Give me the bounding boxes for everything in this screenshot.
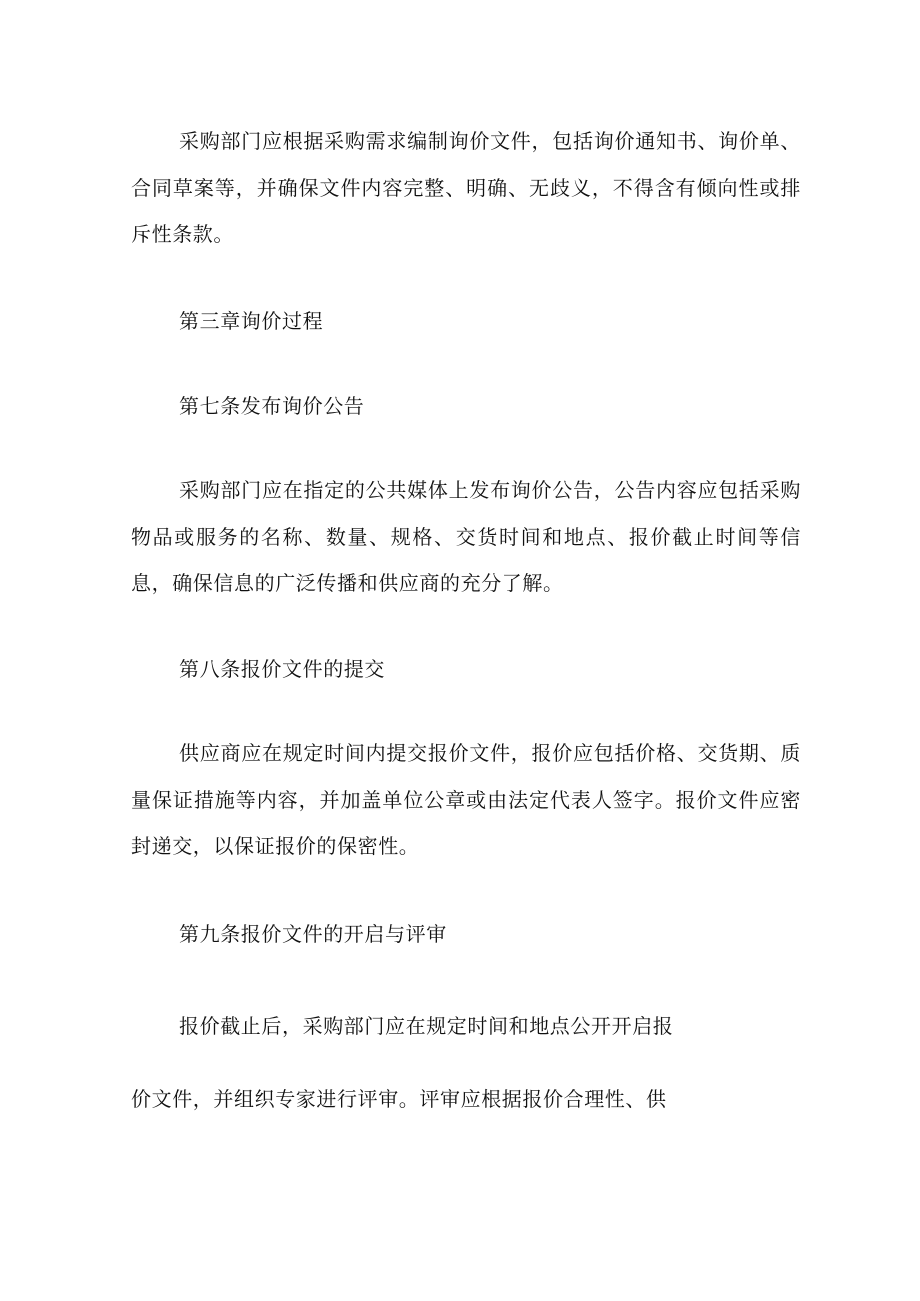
article-9-body-line-2: 价文件，并组织专家进行评审。评审应根据报价合理性、供 — [131, 1087, 667, 1111]
article-7-title: 第七条发布询价公告 — [179, 394, 365, 418]
article-7-body: 采购部门应在指定的公共媒体上发布询价公告，公告内容应包括采购物品或服务的名称、数量、规格、交货时间和地点、报价截止时间等信息，确保信息的广泛传播和供应商的充分了解。 — [131, 478, 801, 595]
article-9-title: 第九条报价文件的开启与评审 — [179, 922, 447, 946]
article-9-body-line-1: 报价截止后，采购部门应在规定时间和地点公开开启报 — [179, 1014, 674, 1038]
article-8-body: 供应商应在规定时间内提交报价文件，报价应包括价格、交货期、质量保证措施等内容，并加盖单位公章或由法定代表人签字。报价文件应密封递交，以保证报价的保密性。 — [131, 741, 801, 858]
paragraph-procurement-documents: 采购部门应根据采购需求编制询价文件，包括询价通知书、询价单、合同草案等，并确保文件内容完整、明确、无歧义，不得含有倾向性或排斥性条款。 — [131, 129, 801, 246]
chapter-title: 第三章询价过程 — [179, 309, 324, 333]
article-8-title: 第八条报价文件的提交 — [179, 657, 385, 681]
